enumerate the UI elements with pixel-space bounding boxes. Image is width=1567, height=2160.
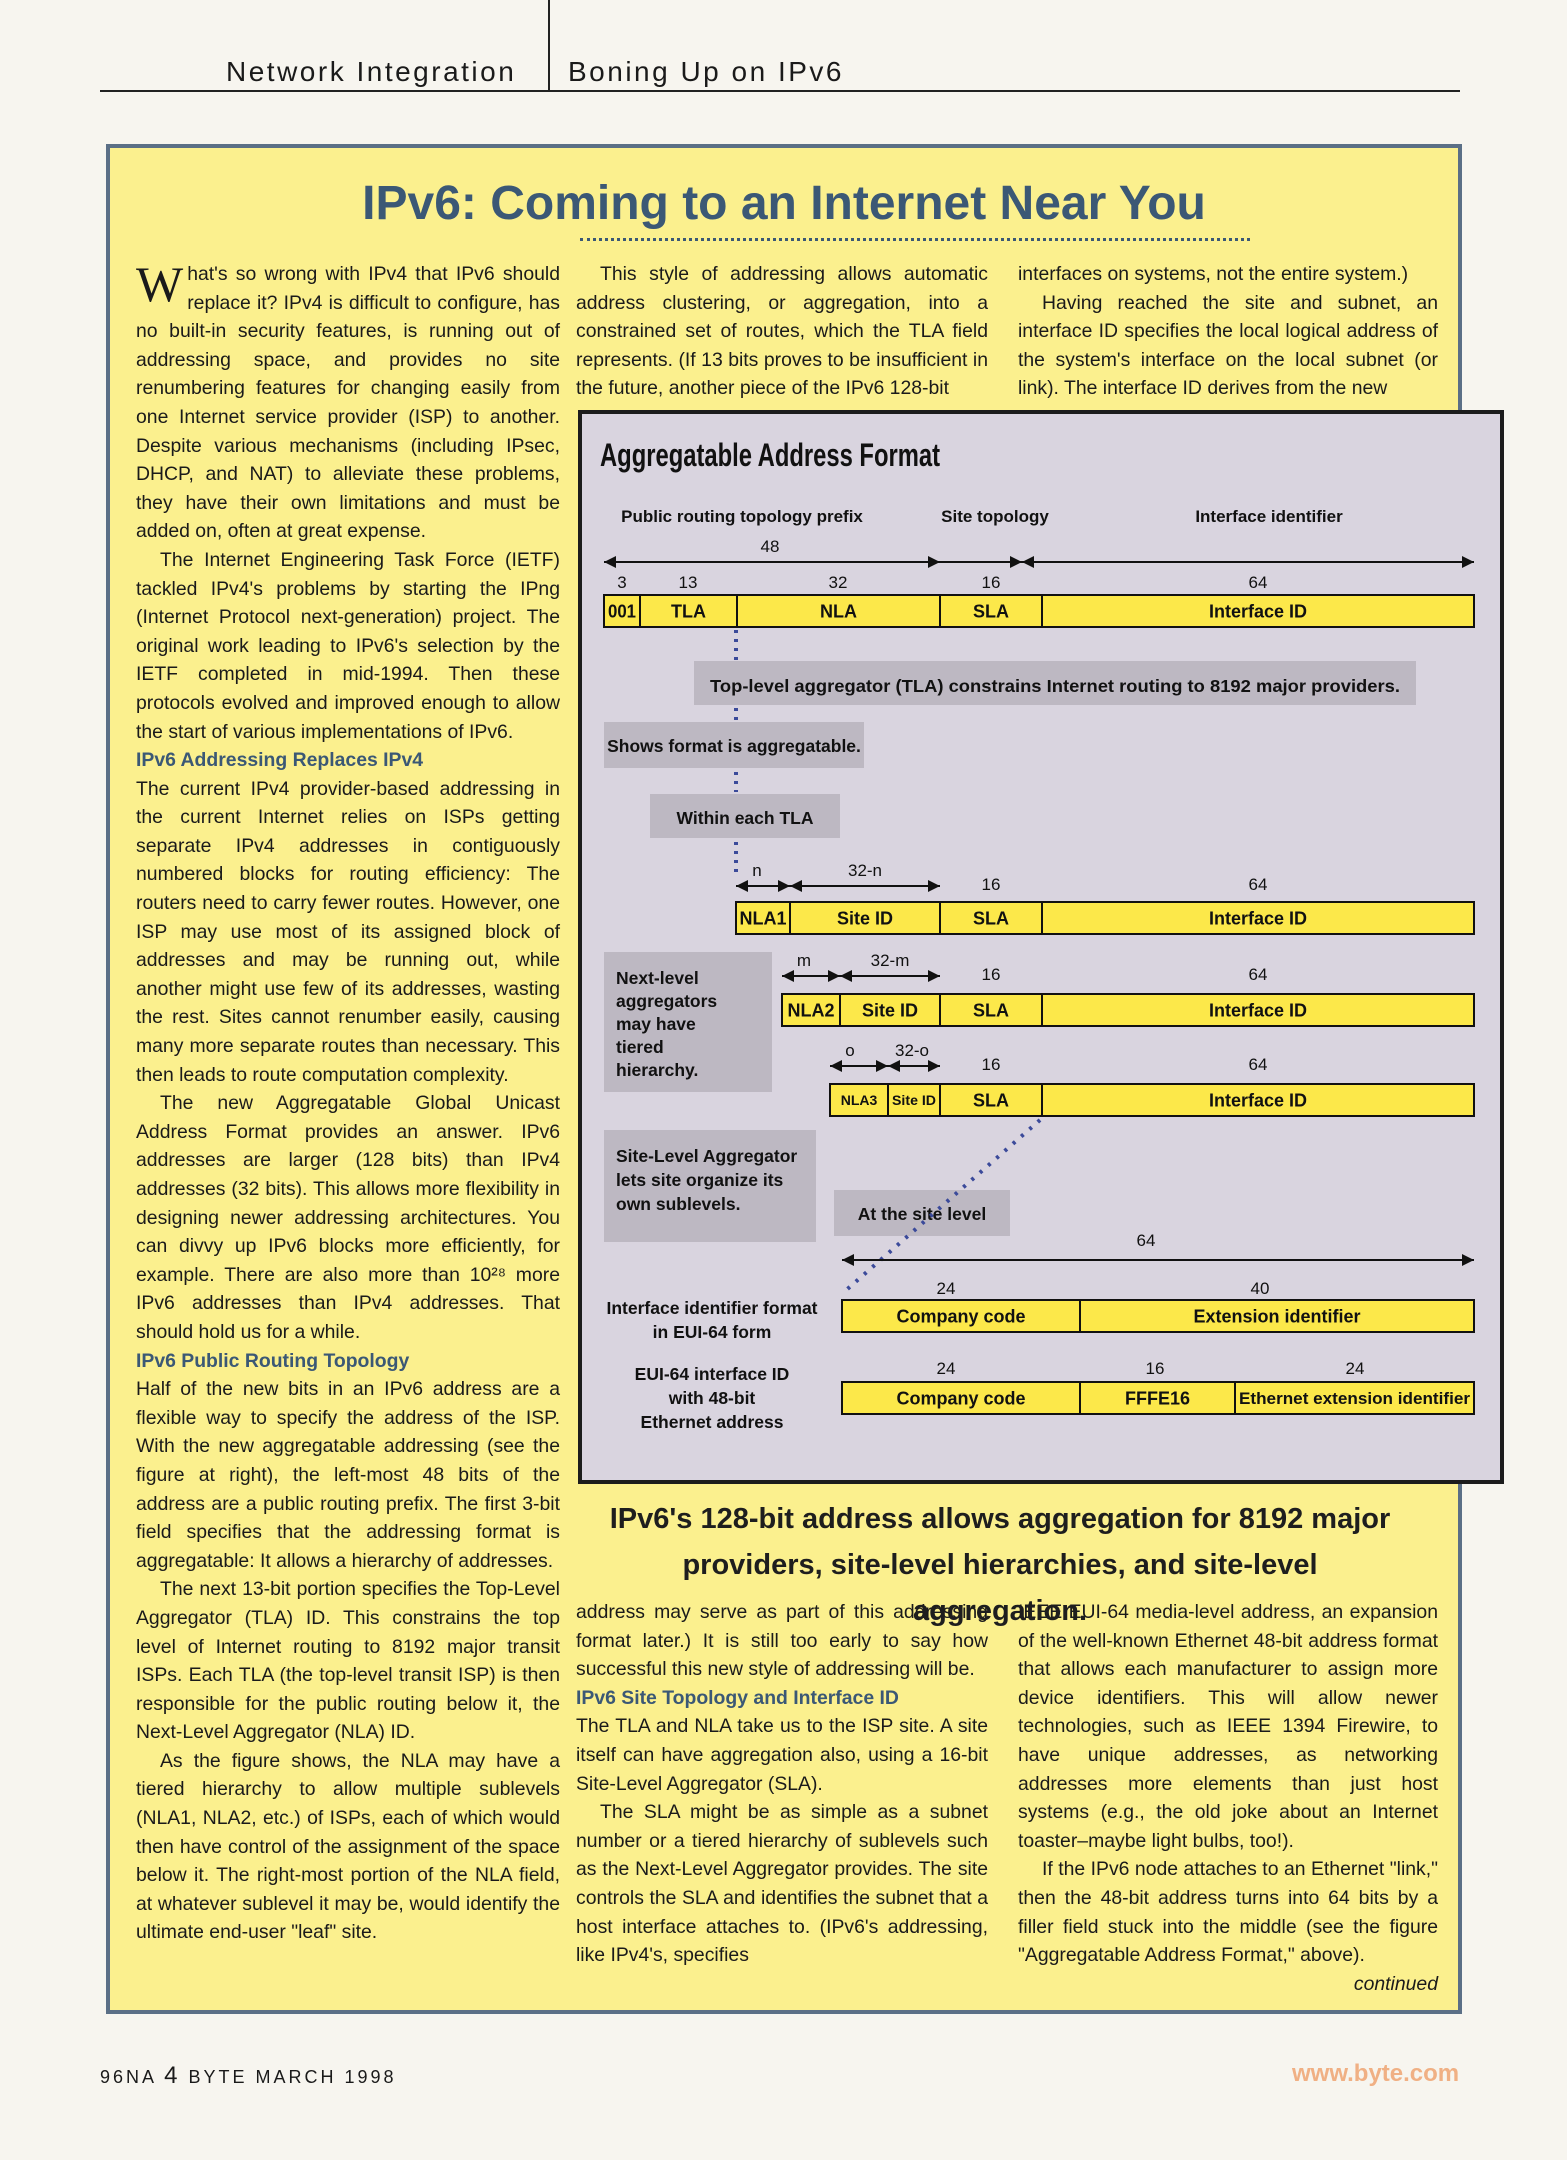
nla1-field-label: Interface ID [1208,908,1308,929]
r3-bits: 64 [1248,1055,1268,1074]
main-bits-label: 16 [981,573,1001,592]
article-paragraph: The Internet Engineering Task Force (IETF) tackled IPv4's problems by starting the IPng (Internet Protocol next-generation) project. The original work leading to IPv6's selection by the IETF completed in mid-1994. Then these protocols evolved and improved enough to allow the start of various implementations of IPv6. [136,548,560,743]
eth-label-line: Ethernet address [640,1412,784,1432]
r3-bits: 32-o [894,1041,930,1060]
eui-bits: 40 [1250,1279,1270,1298]
main-field-label: 001 [608,601,636,622]
eth-extension-field-label: Ethernet extension identifier [1239,1389,1471,1409]
eui-company-field-label: Company code [896,1306,1026,1327]
section-subhead: IPv6 Addressing Replaces IPv4 [136,749,424,772]
r1-arrow-rest-head-right [928,880,940,892]
header-site-topology: Site topology [941,507,1049,526]
main-bits-label: 3 [617,573,627,592]
eui-bits: 24 [936,1279,956,1298]
note-nla-line: aggregators [616,991,718,1011]
eui-label-line: in EUI-64 form [652,1322,772,1342]
eth-bits: 24 [1345,1359,1365,1378]
r1-arrow-n-head-left [736,880,748,892]
article-paragraph: interfaces on systems, not the entire system.) [1018,263,1409,285]
r3-bits: 16 [981,1055,1001,1074]
eth-company-field-label: Company code [896,1388,1026,1409]
main-field-label: Interface ID [1208,601,1308,622]
article-paragraph: IEEE EUI-64 media-level address, an expansion of the well-known Ethernet 48-bit address format that allows each manufacturer to assign more device identifiers. This will allow newer technologies, such as IEEE 1394 Firewire, to have unique addresses, as networking addresses more elements than just host systems (e.g., the old joke about an Internet toaster–maybe light bulbs, too!). [1018,1601,1438,1852]
column-3-bottom [1018,1598,1438,1998]
bits-48-label: 48 [760,537,780,556]
sidebar-title: IPv6: Coming to an Internet Near You [362,177,1206,230]
main-bits-label: 13 [678,573,698,592]
article-paragraph: The SLA might be as simple as a subnet number or a tiered hierarchy of sublevels such as the Next-Level Aggregator provides. The site controls the SLA and identifies the subnet that a host interface attaches to. (IPv6's addressing, like IPv4's, specifies [576,1801,988,1967]
article-paragraph: Half of the new bits in an IPv6 address are a flexible way to specify the address of the ISP. With the new aggregatable addressing (see the figure at right), the left-most 48 bits of the address are a public routing prefix. The first 3-bit field specifies that the addressing format is aggregatable: It allows a hierarchy of addresses. [136,1378,560,1572]
arrow-interface-head-left [1022,556,1034,568]
nla1-field-label: SLA [973,908,1009,929]
r1-bits: 16 [981,875,1001,894]
note-sla-line: own sublevels. [616,1194,741,1214]
r1-bits: 64 [1248,875,1268,894]
nla2-field-label: SLA [973,1000,1009,1021]
column-3-top [1018,260,1438,403]
footer-url: www.byte.com [1292,2060,1460,2087]
eth-bits: 16 [1145,1359,1165,1378]
article-paragraph: The TLA and NLA take us to the ISP site. A site itself can have aggregation also, using a 16-bit Site-Level Aggregator (SLA). [576,1715,988,1795]
figure-diagram [582,414,1500,1480]
nla3-site-field-label: Site ID [892,1092,936,1109]
article-paragraph: address may serve as part of this addressing format later.) It is still too early to say how successful this new style of addressing will be. [576,1601,988,1681]
article-paragraph: The new Aggregatable Global Unicast Address Format provides an answer. IPv6 addresses are larger (128 bits) than IPv4 addresses (32 bits). This allows more flexibility in designing newer addressing architectures. You can divvy up IPv6 blocks more efficiently, for example. There are also more than 10²⁸ more IPv6 addresses than IPv4 addresses. That should hold us for a while. [136,1092,560,1343]
article-paragraph: If the IPv6 node attaches to an Ethernet "link," then the 48-bit address turns into 64 bits by a filler field stuck into the middle (see the figure "Aggregatable Address Format," above). [1018,1858,1438,1967]
address-format-figure [578,410,1504,1484]
main-field-label: TLA [671,601,706,622]
r2-bits: 16 [981,965,1001,984]
column-1 [136,256,560,1947]
caption-line-2: providers, site-level hierarchies, and site-level aggregation. [682,1549,1318,1627]
section-subhead: IPv6 Site Topology and Interface ID [576,1686,899,1709]
note-nla-line: tiered [616,1037,664,1057]
article-paragraph: As the figure shows, the NLA may have a tiered hierarchy to allow multiple sublevels (NLA1, NLA2, etc.) of ISPs, each of which would then have control of the assignment of the space below it. The right-most portion of the NLA field, at whatever sublevel it may be, would identify the ultimate end-user "leaf" site. [136,1749,560,1944]
eth-bits: 24 [936,1359,956,1378]
arrow-eui-64-head-left [842,1254,854,1266]
footer-folio [100,2062,397,2090]
figure-title: Aggregatable Address Format [600,437,941,473]
r3-arrow-rest-head-left [888,1060,900,1072]
article-paragraph: What's so wrong with IPv4 that IPv6 should replace it? IPv4 is difficult to configure, has no built-in security features, is running out of addressing space, and provides no site renumbering features for changing easily from one Internet service provider (ISP) to another. Despite various mechanisms (including IPsec, DHCP, and NAT) to alleviate these problems, they have their own limitations and must be added on, often at great expense. [136,256,560,543]
nla3-interface-field-label: Interface ID [1208,1090,1308,1111]
header-public-prefix: Public routing topology prefix [621,507,863,526]
section-subhead: IPv6 Public Routing Topology [136,1349,410,1372]
drop-cap: W [136,256,184,312]
r2-arrow-rest-head-right [928,970,940,982]
r1-bits: 32-n [847,861,883,880]
nla1-field-label: Site ID [836,908,894,929]
footer-issue: BYTE MARCH 1998 [188,2067,397,2087]
r1-bits: n [752,861,762,880]
arrow-48-head-right [928,556,940,568]
figure-caption [600,1496,1400,1634]
caption-line-1: IPv6's 128-bit address allows aggregation for 8192 major [609,1503,1391,1535]
r1-arrow-rest-head-left [790,880,802,892]
r3-bits: o [845,1041,855,1060]
article-paragraph: The current IPv4 provider-based addressing in the current Internet relies on ISPs getting separate IPv4 addresses in contiguously numbered blocks for routing efficiency: The routers need to carry fewer routes. However, one ISP may use most of its assigned block of addresses and may be running out, while another might use few of its addresses, wasting the rest. Sites cannot renumber easily, causing many more separate routes than necessary. This then leads to route computation complexity. [136,777,560,1086]
r2-bits: 64 [1248,965,1268,984]
r2-bits: m [796,951,812,970]
r1-arrow-n-head-right [778,880,790,892]
r2-bits: 32-m [870,951,910,970]
nla3-sla-field-label: SLA [973,1090,1009,1111]
r3-arrow-rest-head-right [928,1060,940,1072]
r3-arrow-o-head-right [876,1060,888,1072]
r2-arrow-rest-head-left [840,970,852,982]
arrow-eui-64-head-right [1462,1254,1474,1266]
main-bits-label: 32 [828,573,848,592]
note-sla-line: Site-Level Aggregator [616,1146,798,1166]
nla2-field-label: Site ID [861,1000,919,1021]
note-tla-text: Top-level aggregator (TLA) constrains Internet routing to 8192 major providers. [710,676,1400,696]
main-field-label: SLA [973,601,1009,622]
footer-page-number: 4 [164,2062,181,2089]
note-nla-line: Next-level [616,968,699,988]
note-within-text: Within each TLA [676,808,814,828]
r2-arrow-m-head-left [782,970,794,982]
note-site-level-text: At the site level [857,1204,987,1224]
nla2-field-label: NLA2 [787,1000,835,1021]
r2-arrow-m-head-right [828,970,840,982]
note-nla-line: hierarchy. [616,1060,699,1080]
eui-64-bits: 64 [1136,1231,1156,1250]
continued-label: continued [1353,1972,1438,1995]
header-article-title: Boning Up on IPv6 [568,56,844,87]
page-header [100,0,1460,92]
column-2-bottom [576,1598,988,1970]
arrow-site-head-right [1010,556,1022,568]
column-2-top [576,260,988,403]
nla3-field-label: NLA3 [840,1092,878,1109]
eth-label-line: with 48-bit [668,1388,756,1408]
note-sla-line: lets site organize its [616,1170,784,1190]
note-aggregatable-text: Shows format is aggregatable. [607,736,861,756]
article-paragraph: This style of addressing allows automatic address clustering, or aggregation, into a constrained set of routes, which the TLA field represents. (If 13 bits proves to be insufficient in the future, another piece of the IPv6 128-bit [576,263,988,400]
header-interface-identifier: Interface identifier [1195,507,1343,526]
eth-filler-field-label: FFFE16 [1124,1388,1191,1409]
nla1-field-label: NLA1 [739,908,787,929]
eth-label-line: EUI-64 interface ID [634,1364,790,1384]
header-divider [548,0,550,92]
nla2-field-label: Interface ID [1208,1000,1308,1021]
eui-label-line: Interface identifier format [606,1298,818,1318]
title-dotted-rule [580,238,1250,241]
article-paragraph: Having reached the site and subnet, an interface ID specifies the local logical address of the system's interface on the local subnet (or link). The interface ID derives from the new [1018,291,1438,400]
main-bits-label: 64 [1248,573,1268,592]
r3-arrow-o-head-left [830,1060,842,1072]
arrow-48-head-left [604,556,616,568]
article-paragraph: The next 13-bit portion specifies the Top-Level Aggregator (TLA) ID. This constrains the top level of Internet routing to 8192 major transit ISPs. Each TLA (the top-level transit ISP) is then responsible for the public routing below it, the Next-Level Aggregator (NLA) ID. [136,1578,560,1744]
main-field-label: NLA [820,601,857,622]
header-section: Network Integration [226,56,517,87]
footer-section-code: 96NA [100,2067,157,2087]
note-nla-line: may have [616,1014,696,1034]
eui-extension-field-label: Extension identifier [1193,1306,1361,1327]
arrow-interface-head-right [1462,556,1474,568]
